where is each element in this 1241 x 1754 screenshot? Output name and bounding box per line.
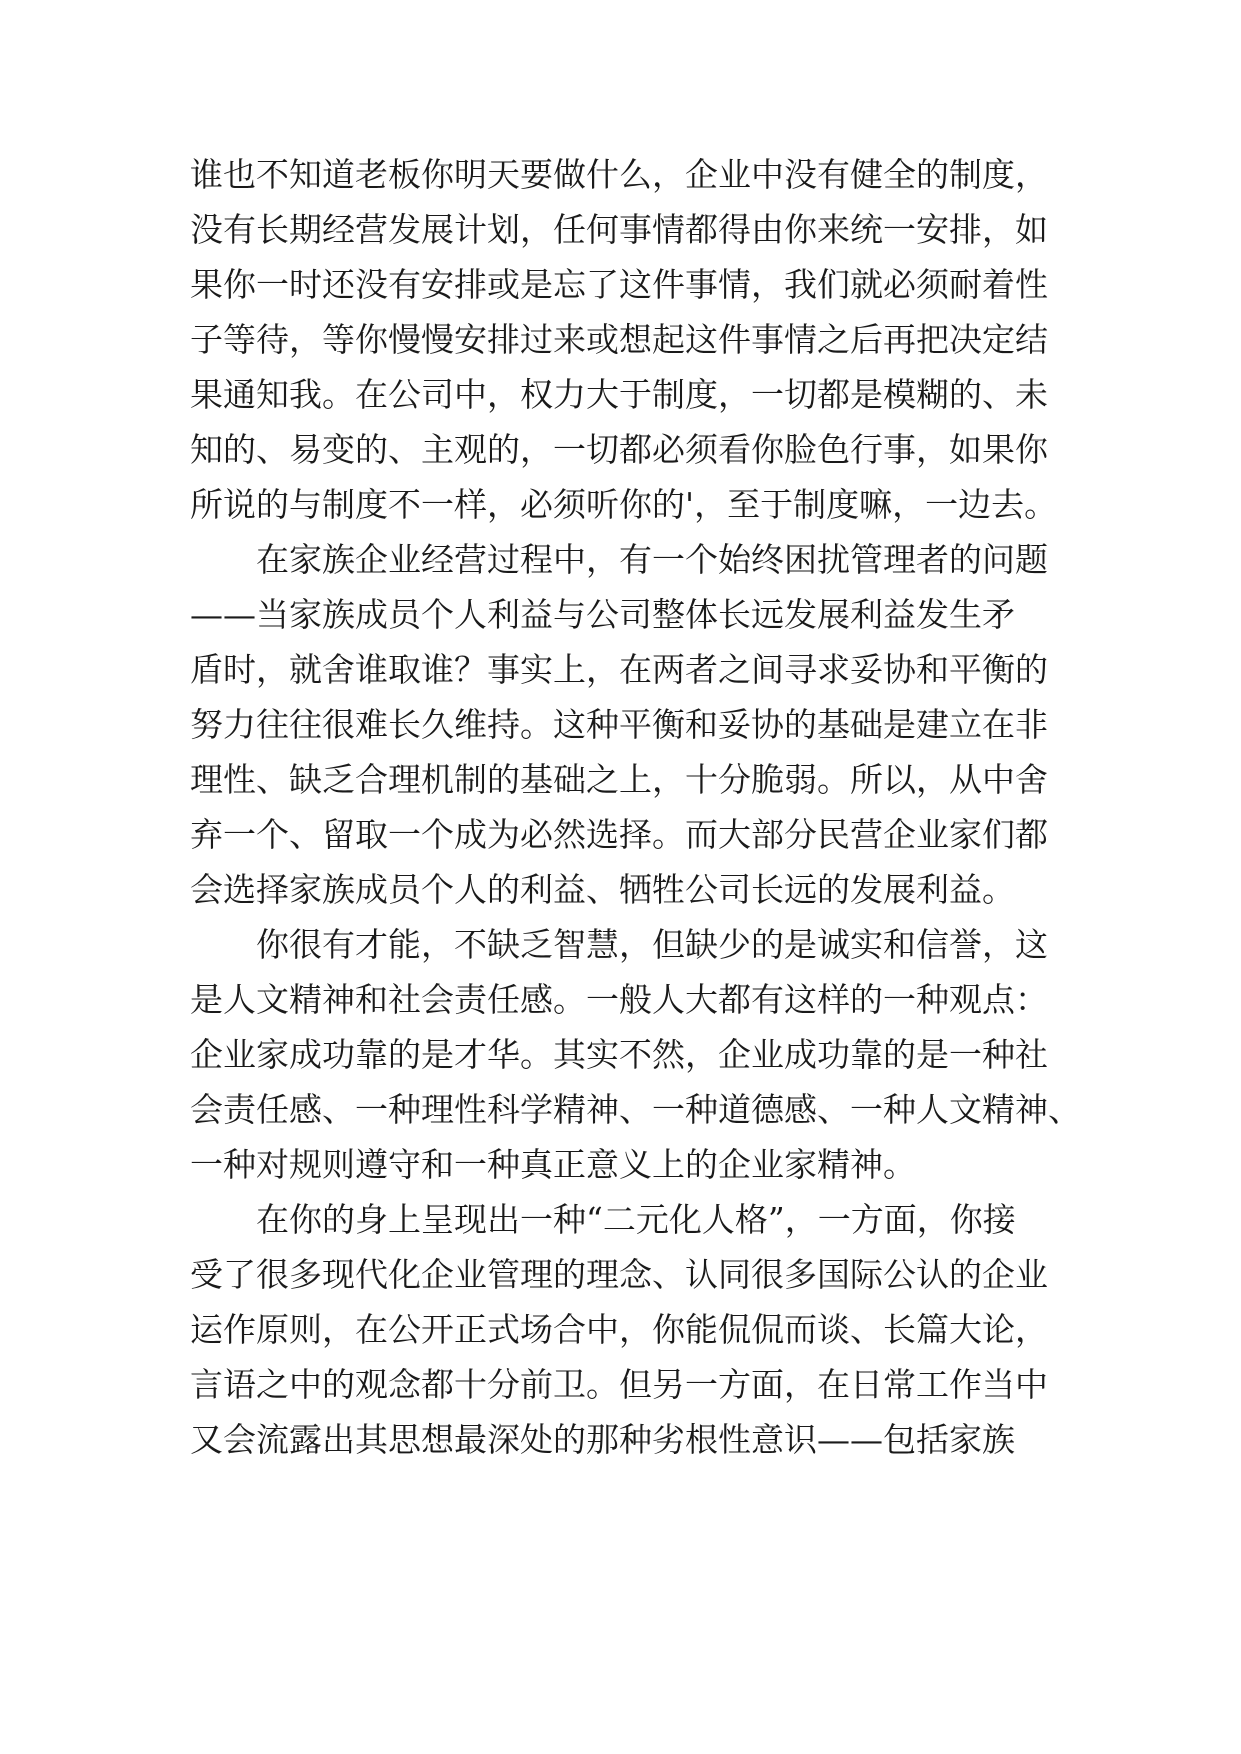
text-line: 又会流露出其思想最深处的那种劣根性意识——包括家族: [190, 1420, 1015, 1459]
body-text: [190, 147, 1081, 1467]
text-line: 没有长期经营发展计划，任何事情都得由你来统一安排，如: [190, 210, 1048, 249]
text-line: 运作原则，在公开正式场合中，你能侃侃而谈、长篇大论，: [190, 1310, 1048, 1349]
text-line: 会责任感、一种理性科学精神、一种道德感、一种人文精神、: [190, 1090, 1081, 1129]
text-line: 所说的与制度不一样，必须听你的'，至于制度嘛，一边去。: [190, 485, 1058, 524]
text-line: 子等待，等你慢慢安排过来或想起这件事情之后再把决定结: [190, 320, 1048, 359]
text-line: 理性、缺乏合理机制的基础之上，十分脆弱。所以，从中舍: [190, 760, 1048, 799]
text-line: 努力往往很难长久维持。这种平衡和妥协的基础是建立在非: [190, 705, 1048, 744]
text-line: 知的、易变的、主观的，一切都必须看你脸色行事，如果你: [190, 430, 1048, 469]
text-line: ——当家族成员个人利益与公司整体长远发展利益发生矛: [190, 595, 1015, 634]
text-line: 在家族企业经营过程中，有一个始终困扰管理者的问题: [190, 540, 1048, 579]
text-line: 会选择家族成员个人的利益、牺牲公司长远的发展利益。: [190, 870, 1015, 909]
text-line: 盾时，就舍谁取谁？事实上，在两者之间寻求妥协和平衡的: [190, 650, 1048, 689]
text-line: 企业家成功靠的是才华。其实不然，企业成功靠的是一种社: [190, 1035, 1048, 1074]
text-line: 是人文精神和社会责任感。一般人大都有这样的一种观点：: [190, 980, 1048, 1019]
text-line: 一种对规则遵守和一种真正意义上的企业家精神。: [190, 1145, 916, 1184]
text-line: 谁也不知道老板你明天要做什么，企业中没有健全的制度，: [190, 155, 1048, 194]
text-line: 受了很多现代化企业管理的理念、认同很多国际公认的企业: [190, 1255, 1048, 1294]
text-line: 在你的身上呈现出一种“二元化人格”，一方面，你接: [190, 1200, 1016, 1239]
text-line: 弃一个、留取一个成为必然选择。而大部分民营企业家们都: [190, 815, 1048, 854]
text-line: 你很有才能，不缺乏智慧，但缺少的是诚实和信誉，这: [190, 925, 1048, 964]
text-line: 言语之中的观念都十分前卫。但另一方面，在日常工作当中: [190, 1365, 1048, 1404]
text-line: 果你一时还没有安排或是忘了这件事情，我们就必须耐着性: [190, 265, 1048, 304]
text-line: 果通知我。在公司中，权力大于制度，一切都是模糊的、未: [190, 375, 1048, 414]
